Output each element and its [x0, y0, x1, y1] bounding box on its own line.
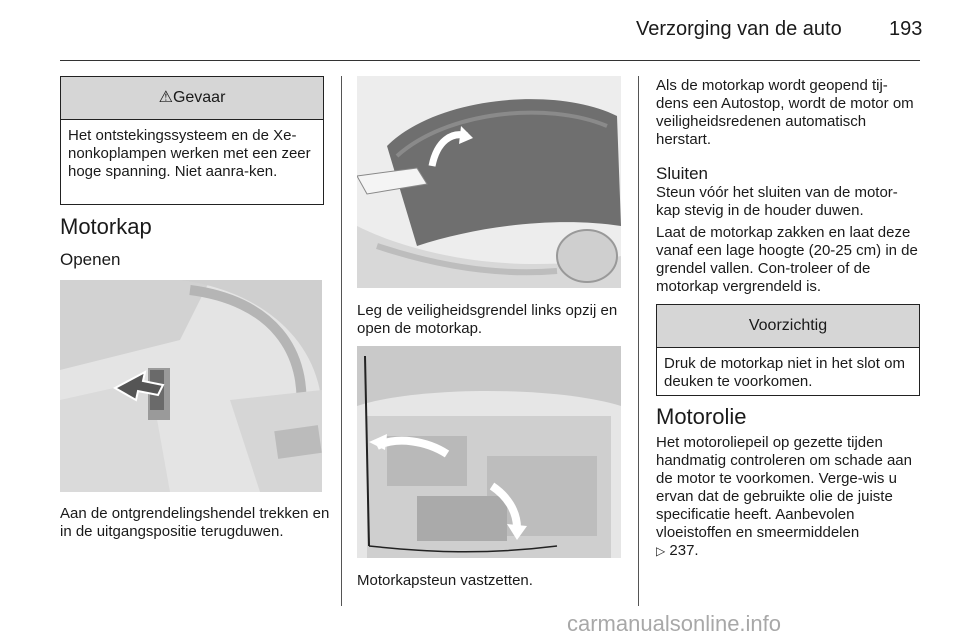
- running-header-title: Verzorging van de auto: [636, 18, 842, 40]
- watermark: carmanualsonline.info: [567, 611, 782, 636]
- hood-open-illustration: [357, 76, 621, 288]
- caption-hood-support: Motorkapsteun vastzetten.: [357, 572, 533, 589]
- motorolie-paragraph: [656, 434, 920, 560]
- caption-safety-catch: Leg de veiligheidsgrendel links opzij en open de motorkap.: [357, 302, 618, 337]
- motorkap-heading: Motorkap: [60, 214, 152, 239]
- page-reference-icon: ▷: [656, 544, 666, 558]
- header-rule: [60, 60, 920, 61]
- page-number: 193: [889, 18, 923, 40]
- danger-box-header: [61, 77, 323, 120]
- caption-release-lever: Aan de ontgrendelingshendel trekken en in de uitgangspositie terugduwen.: [60, 505, 330, 540]
- column-divider-right: [638, 76, 639, 606]
- motorolie-text: Het motoroliepeil op gezette tijden handmatig controleren om schade aan de motor te voorkomen. Verge-wis u ervan dat de gebruikte olie de juiste specificatie heeft. Aanbevolen vloeistoffen en smeermiddelen: [656, 434, 912, 541]
- sluiten-paragraph-1: Steun vóór het sluiten van de motor-kap stevig in de houder duwen.: [656, 184, 898, 219]
- danger-box: [60, 76, 324, 205]
- sluiten-paragraph-2: Laat de motorkap zakken en laat deze vanaf een lage hoogte (20-25 cm) in de grendel vallen. Con-troleer of de motorkap vergrendeld is.: [656, 224, 918, 295]
- column-divider-left: [341, 76, 342, 606]
- autostop-paragraph: Als de motorkap wordt geopend tij-dens een Autostop, wordt de motor om veiligheidsredenen automatisch herstart.: [656, 77, 914, 148]
- warning-triangle-icon: ⚠: [158, 89, 173, 106]
- sluiten-heading: Sluiten: [656, 164, 708, 183]
- page-reference[interactable]: 237.: [669, 542, 699, 559]
- motorolie-heading: Motorolie: [656, 404, 747, 429]
- danger-title: Gevaar: [172, 89, 226, 106]
- openen-heading: Openen: [60, 250, 121, 269]
- caution-text: Druk de motorkap niet in het slot om deuken te voorkomen.: [664, 355, 905, 390]
- release-lever-illustration: [60, 280, 322, 492]
- caution-title: Voorzichtig: [657, 305, 919, 348]
- danger-text: Het ontstekingssysteem en de Xe-nonkoplampen werken met een zeer hoge spanning. Niet aanra-ken.: [68, 127, 311, 180]
- caution-box: [656, 304, 920, 396]
- hood-support-illustration: [357, 346, 621, 558]
